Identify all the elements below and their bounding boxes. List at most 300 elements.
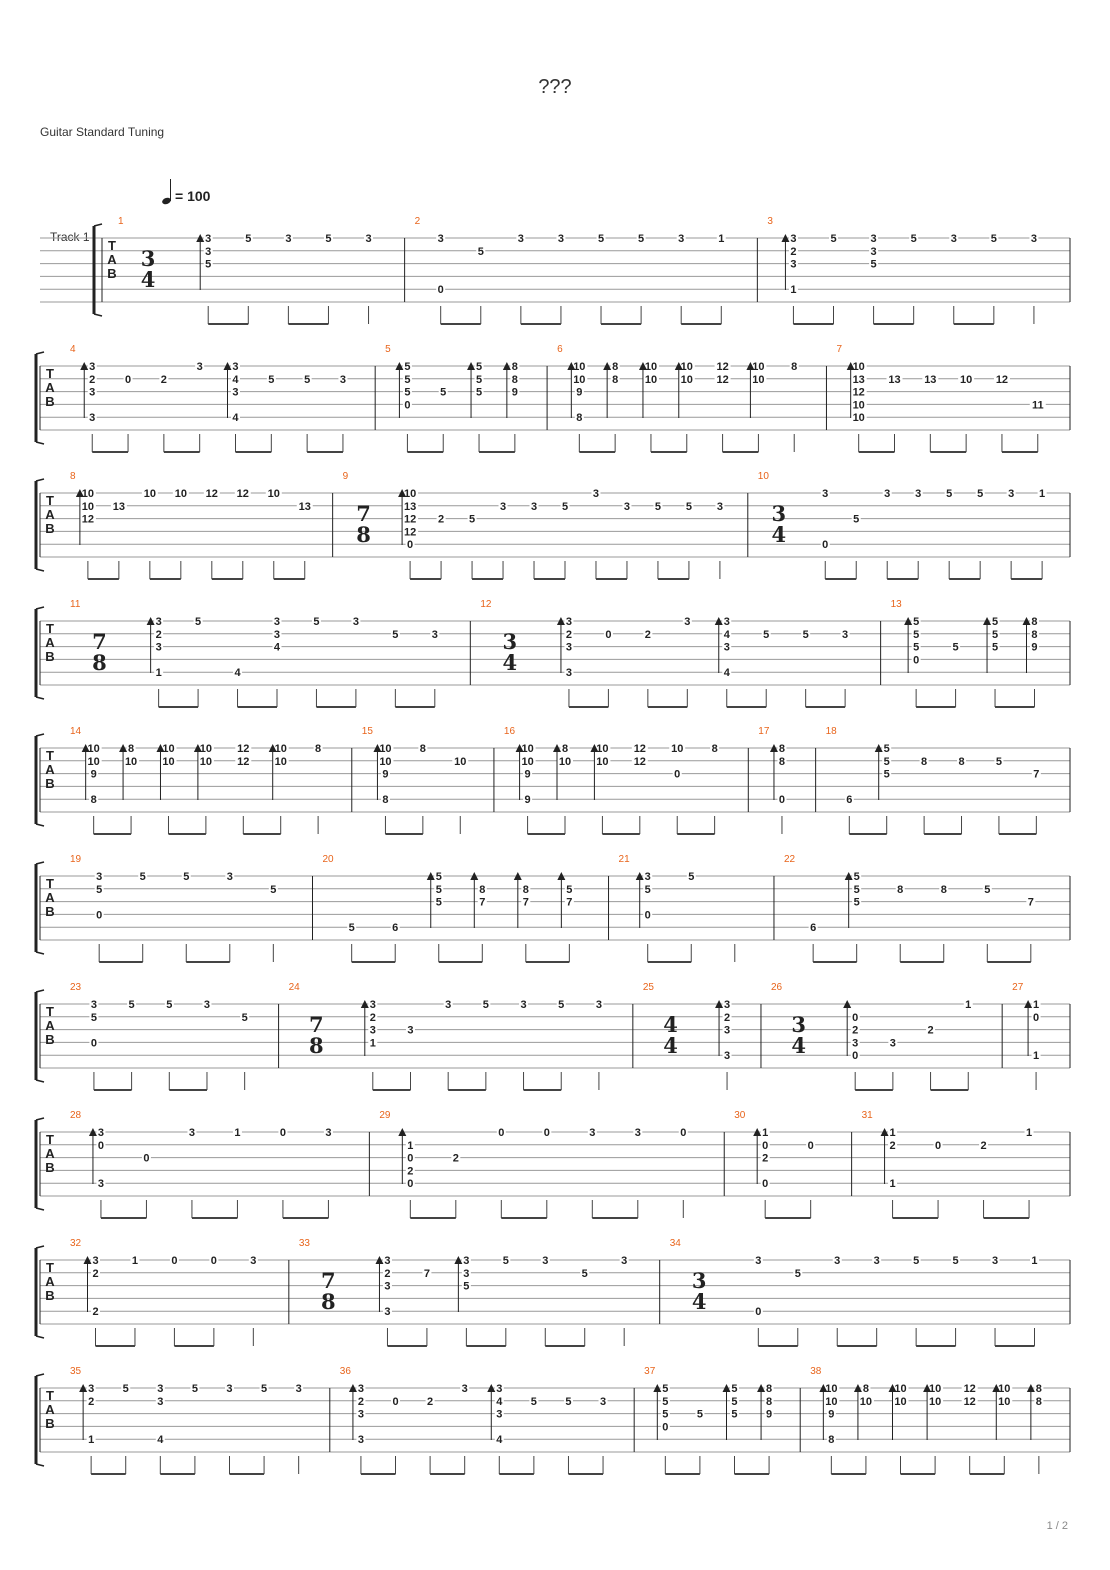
measure-number: 16	[503, 726, 516, 737]
time-signature-numerator: 3	[502, 629, 518, 654]
fret-number: 10	[124, 755, 138, 768]
fret-number: 5	[794, 1267, 801, 1280]
fret-number: 1	[1039, 488, 1046, 500]
fret-number: 5	[468, 513, 476, 526]
fret-number: 8	[778, 755, 786, 768]
fret-number: 1	[965, 999, 972, 1011]
fret-number: 9	[511, 386, 518, 399]
fret-number: 5	[565, 1395, 572, 1408]
fret-number: 10	[162, 755, 175, 768]
fret-number: 12	[963, 1383, 976, 1395]
fret-number: 2	[89, 373, 96, 386]
fret-number: 3	[155, 616, 162, 628]
measure-number: 30	[734, 1110, 746, 1121]
fret-number: 3	[565, 667, 573, 680]
fret-number: 10	[521, 743, 534, 755]
fret-number: 5	[482, 999, 489, 1011]
tab-clef-letter: T	[46, 1132, 54, 1147]
fret-number: 6	[392, 922, 399, 935]
fret-number: 3	[384, 1280, 391, 1293]
fret-number: 3	[365, 233, 372, 245]
fret-number: 5	[913, 641, 920, 654]
fret-number: 0	[662, 1421, 669, 1434]
fret-number: 8	[897, 883, 904, 896]
fret-number: 3	[97, 1127, 105, 1139]
fret-number: 0	[210, 1255, 217, 1267]
fret-number: 0	[543, 1127, 550, 1139]
fret-number: 5	[502, 1255, 509, 1267]
fret-number: 0	[407, 539, 414, 552]
fret-number: 1	[762, 1127, 769, 1139]
fret-number: 5	[991, 628, 999, 641]
fret-number: 3	[790, 233, 797, 245]
fret-number: 5	[530, 1395, 537, 1408]
fret-number: 2	[980, 1139, 987, 1152]
tab-clef-letter: T	[46, 1260, 54, 1275]
fret-number: 2	[160, 373, 167, 386]
fret-number: 10	[894, 1395, 907, 1408]
time-signature-numerator: 3	[691, 1268, 707, 1293]
system-bracket	[36, 734, 44, 736]
fret-number: 3	[842, 628, 849, 641]
time-signature-numerator: 7	[356, 501, 371, 526]
fret-number: 5	[731, 1383, 738, 1395]
fret-number: 3	[92, 1255, 99, 1267]
measure-number: 27	[1012, 982, 1024, 993]
fret-number: 1	[407, 1139, 414, 1152]
fret-number: 3	[90, 999, 97, 1011]
fret-number: 3	[852, 1037, 859, 1050]
fret-number: 8	[958, 755, 965, 768]
tab-clef-letter: T	[46, 621, 54, 636]
fret-number: 1	[234, 1127, 241, 1139]
fret-number: 5	[475, 373, 483, 386]
fret-number: 3	[834, 1255, 841, 1267]
fret-number: 2	[357, 1395, 364, 1408]
measure-number: 25	[642, 982, 654, 993]
fret-number: 5	[475, 386, 483, 399]
fret-number: 12	[852, 386, 865, 399]
system-bracket	[36, 569, 44, 571]
fret-number: 3	[678, 233, 685, 245]
time-signature-numerator: 3	[140, 246, 156, 271]
fret-number: 5	[348, 922, 355, 935]
tab-clef-letter: B	[45, 521, 55, 536]
fret-number: 3	[445, 999, 452, 1011]
fret-number: 10	[81, 488, 95, 500]
fret-number: 5	[991, 641, 999, 654]
system-bracket	[36, 1464, 44, 1466]
time-signature-numerator: 3	[791, 1012, 806, 1037]
measure-number: 31	[861, 1110, 873, 1121]
fret-number: 3	[565, 641, 573, 654]
fret-number: 3	[232, 361, 239, 373]
fret-number: 3	[723, 641, 730, 654]
fret-number: 2	[155, 628, 162, 641]
fret-number: 5	[122, 1383, 129, 1395]
page-number: 1 / 2	[1046, 1520, 1068, 1532]
fret-number: 12	[237, 743, 250, 755]
fret-number: 3	[188, 1127, 195, 1139]
fret-number: 12	[236, 488, 249, 500]
tab-clef-letter: A	[45, 1274, 55, 1289]
fret-number: 0	[935, 1139, 942, 1152]
fret-number: 5	[654, 500, 662, 513]
fret-number: 1	[88, 1434, 95, 1447]
fret-number: 2	[92, 1306, 99, 1319]
fret-number: 1	[1033, 999, 1040, 1011]
system-bracket	[36, 607, 44, 609]
tab-clef-letter: A	[45, 380, 55, 395]
fret-number: 12	[403, 526, 417, 539]
fret-number: 10	[143, 488, 156, 500]
fret-number: 3	[97, 1178, 105, 1191]
song-title: ???	[538, 76, 572, 98]
fret-number: 2	[452, 1152, 459, 1165]
fret-number: 12	[81, 513, 95, 526]
fret-number: 5	[205, 258, 212, 271]
fret-number: 5	[581, 1267, 588, 1280]
measure-number: 38	[810, 1366, 822, 1377]
fret-number: 5	[183, 871, 190, 883]
fret-number: 3	[599, 1395, 607, 1408]
fret-number: 10	[199, 755, 213, 768]
fret-number: 10	[852, 361, 865, 373]
tab-clef-letter: T	[46, 493, 54, 508]
system-bracket	[36, 352, 44, 354]
system-bracket	[94, 224, 102, 226]
fret-number: 8	[128, 743, 135, 755]
fret-number: 3	[755, 1255, 762, 1267]
fret-number: 5	[830, 233, 837, 245]
fret-number: 0	[605, 628, 612, 641]
fret-number: 3	[565, 616, 573, 628]
fret-number: 5	[270, 883, 277, 896]
fret-number: 10	[274, 743, 287, 755]
measure-number: 36	[339, 1366, 351, 1377]
fret-number: 5	[435, 871, 442, 883]
measure-number: 2	[414, 216, 421, 227]
tab-clef-letter: B	[45, 649, 55, 664]
tab-clef-letter: B	[45, 904, 55, 919]
system-bracket	[36, 1080, 44, 1082]
measure-number: 23	[70, 982, 82, 993]
fret-number: 3	[873, 1255, 880, 1267]
fret-number: 3	[723, 616, 730, 628]
fret-number: 3	[684, 616, 691, 628]
measure-number: 24	[288, 982, 300, 993]
fret-number: 3	[557, 233, 565, 245]
tab-clef-letter: A	[45, 1402, 55, 1417]
measure-number: 28	[70, 1110, 82, 1121]
measure-number: 6	[557, 344, 563, 355]
fret-number: 0	[762, 1178, 769, 1191]
fret-number: 5	[304, 373, 311, 386]
fret-number: 8	[90, 794, 97, 807]
fret-number: 10	[174, 488, 187, 500]
fret-number: 10	[680, 361, 693, 373]
fret-number: 2	[92, 1267, 99, 1280]
fret-number: 5	[166, 999, 173, 1011]
measure-number: 3	[767, 216, 773, 227]
fret-number: 2	[889, 1139, 896, 1152]
fret-number: 3	[889, 1037, 896, 1050]
fret-number: 8	[940, 883, 947, 896]
measure-number: 9	[342, 471, 349, 482]
fret-number: 10	[379, 755, 392, 768]
fret-number: 4	[157, 1434, 164, 1447]
fret-number: 9	[382, 768, 389, 781]
fret-number: 3	[542, 1255, 549, 1267]
fret-number: 3	[520, 999, 527, 1011]
fret-number: 10	[852, 412, 865, 425]
fret-number: 5	[241, 1011, 248, 1024]
fret-number: 0	[97, 1139, 105, 1152]
fret-number: 0	[407, 1178, 414, 1191]
measure-number: 21	[618, 854, 630, 865]
fret-number: 5	[662, 1395, 669, 1408]
fret-number: 10	[81, 500, 95, 513]
system-bracket	[36, 1336, 44, 1338]
fret-number: 5	[685, 500, 692, 513]
measure-number: 32	[70, 1238, 82, 1249]
fret-number: 10	[928, 1383, 942, 1395]
fret-number: 5	[696, 1408, 703, 1421]
fret-number: 5	[404, 386, 411, 399]
fret-number: 3	[1030, 233, 1037, 245]
fret-number: 3	[723, 1024, 731, 1037]
fret-number: 8	[828, 1434, 835, 1447]
tab-clef-letter: A	[45, 635, 55, 650]
fret-number: 12	[716, 361, 729, 373]
fret-number: 7	[522, 896, 529, 909]
fret-number: 1	[1033, 1050, 1040, 1063]
fret-number: 5	[688, 871, 695, 883]
fret-number: 10	[998, 1395, 1011, 1408]
fret-number: 2	[644, 628, 651, 641]
fret-number: 5	[870, 258, 877, 271]
tab-clef-letter: T	[46, 1388, 54, 1403]
fret-number: 5	[763, 628, 770, 641]
fret-number: 5	[128, 999, 135, 1011]
time-signature-numerator: 4	[663, 1012, 678, 1037]
fret-number: 5	[952, 641, 959, 654]
fret-number: 5	[883, 743, 890, 755]
fret-number: 12	[633, 743, 646, 755]
fret-number: 10	[274, 755, 287, 768]
fret-number: 2	[927, 1024, 934, 1037]
fret-number: 5	[566, 883, 573, 896]
fret-number: 5	[662, 1383, 669, 1395]
tab-clef-letter: B	[45, 1416, 55, 1431]
fret-number: 12	[205, 488, 218, 500]
fret-number: 10	[644, 361, 658, 373]
measure-number: 19	[70, 854, 82, 865]
fret-number: 10	[267, 488, 280, 500]
fret-number: 3	[89, 412, 96, 425]
fret-number: 10	[928, 1395, 942, 1408]
fret-number: 4	[232, 373, 239, 386]
fret-number: 0	[392, 1395, 399, 1408]
fret-number: 13	[924, 373, 937, 386]
time-signature-numerator: 7	[92, 629, 107, 654]
measure-number: 12	[480, 599, 492, 610]
fret-number: 3	[991, 1255, 999, 1267]
fret-number: 8	[576, 412, 583, 425]
fret-number: 2	[565, 628, 573, 641]
fret-number: 10	[199, 743, 213, 755]
tempo-value: = 100	[175, 188, 211, 204]
fret-number: 10	[671, 743, 684, 755]
fret-number: 3	[96, 871, 103, 883]
fret-number: 3	[517, 233, 524, 245]
measure-number: 37	[644, 1366, 656, 1377]
fret-number: 5	[946, 488, 953, 500]
fret-number: 0	[404, 399, 411, 412]
tab-clef-letter: B	[45, 1032, 55, 1047]
fret-number: 5	[990, 233, 997, 245]
time-signature-denominator: 4	[140, 267, 156, 292]
measure-number: 18	[825, 726, 837, 737]
tab-clef-letter: B	[45, 776, 55, 791]
fret-number: 3	[870, 245, 877, 258]
tab-clef-letter: A	[107, 252, 117, 267]
fret-number: 3	[437, 233, 444, 245]
fret-number: 0	[913, 654, 920, 667]
fret-number: 3	[88, 1383, 95, 1395]
fret-number: 5	[991, 616, 999, 628]
fret-number: 3	[644, 871, 651, 883]
fret-number: 5	[435, 896, 442, 909]
fret-number: 10	[752, 373, 765, 386]
system-bracket	[94, 314, 102, 316]
system-bracket	[36, 862, 44, 864]
fret-number: 10	[573, 361, 586, 373]
fret-number: 3	[723, 999, 731, 1011]
fret-number: 8	[612, 361, 619, 373]
system-bracket	[36, 1208, 44, 1210]
tab-clef-letter: A	[45, 507, 55, 522]
fret-number: 8	[561, 743, 569, 755]
system-bracket	[36, 1246, 44, 1248]
measure-number: 22	[783, 854, 796, 865]
fret-number: 10	[752, 361, 765, 373]
fret-number: 5	[313, 616, 320, 628]
fret-number: 3	[157, 1383, 164, 1395]
fret-number: 3	[203, 999, 211, 1011]
fret-number: 5	[392, 628, 399, 641]
measure-number: 13	[890, 599, 902, 610]
fret-number: 7	[479, 896, 486, 909]
fret-number: 9	[90, 768, 97, 781]
fret-number: 5	[191, 1383, 198, 1395]
system-bracket	[36, 479, 44, 481]
fret-number: 13	[112, 500, 125, 513]
fret-number: 5	[731, 1408, 738, 1421]
fret-number: 2	[427, 1395, 434, 1408]
fret-number: 10	[596, 743, 609, 755]
system-bracket	[36, 824, 44, 826]
fret-number: 3	[273, 628, 281, 641]
tuning-label: Guitar Standard Tuning	[40, 125, 165, 139]
fret-number: 10	[825, 1383, 838, 1395]
fret-number: 5	[475, 361, 483, 373]
tab-clef-letter: T	[108, 238, 116, 253]
fret-number: 4	[723, 628, 730, 641]
fret-number: 4	[232, 412, 239, 425]
fret-number: 3	[592, 488, 600, 500]
fret-number: 8	[479, 883, 486, 896]
fret-number: 12	[995, 373, 1009, 386]
fret-number: 9	[524, 794, 531, 807]
fret-number: 5	[883, 768, 890, 781]
fret-number: 2	[384, 1267, 391, 1280]
fret-number: 3	[461, 1383, 468, 1395]
fret-number: 3	[357, 1383, 364, 1395]
fret-number: 1	[889, 1127, 896, 1139]
fret-number: 3	[431, 628, 438, 641]
fret-number: 10	[558, 755, 572, 768]
fret-number: 5	[638, 233, 645, 245]
fret-number: 3	[530, 500, 538, 513]
fret-number: 5	[952, 1255, 959, 1267]
fret-number: 0	[1033, 1011, 1040, 1024]
fret-number: 3	[357, 1408, 364, 1421]
fret-number: 5	[195, 616, 202, 628]
fret-number: 0	[124, 373, 132, 386]
fret-number: 10	[596, 755, 609, 768]
system-bracket	[36, 697, 44, 699]
fret-number: 3	[250, 1255, 257, 1267]
fret-number: 0	[644, 909, 651, 922]
fret-number: 5	[404, 373, 411, 386]
fret-number: 5	[404, 361, 411, 373]
fret-number: 3	[295, 1383, 302, 1395]
fret-number: 3	[950, 233, 957, 245]
fret-number: 0	[407, 1152, 414, 1165]
fret-number: 3	[157, 1395, 164, 1408]
time-signature-denominator: 4	[771, 522, 787, 547]
fret-number: 3	[196, 361, 203, 373]
fret-number: 0	[778, 794, 786, 807]
fret-number: 3	[870, 233, 877, 245]
fret-number: 3	[1008, 488, 1015, 500]
fret-number: 0	[279, 1127, 286, 1139]
fret-number: 12	[963, 1395, 976, 1408]
measure-number: 15	[361, 726, 373, 737]
system-bracket	[36, 442, 44, 444]
fret-number: 2	[88, 1395, 95, 1408]
fret-number: 3	[723, 1050, 731, 1063]
fret-number: 10	[960, 373, 973, 386]
fret-number: 3	[339, 373, 347, 386]
fret-number: 12	[633, 755, 646, 768]
fret-number: 8	[522, 883, 529, 896]
system-bracket	[36, 952, 44, 954]
fret-number: 8	[778, 743, 786, 755]
fret-number: 0	[852, 1050, 859, 1063]
fret-number: 3	[496, 1408, 503, 1421]
fret-number: 5	[995, 755, 1002, 768]
fret-number: 3	[463, 1267, 470, 1280]
tab-clef-letter: A	[45, 1146, 55, 1161]
fret-number: 5	[268, 373, 275, 386]
fret-number: 3	[226, 1383, 233, 1395]
time-signature-numerator: 7	[320, 1268, 336, 1293]
fret-number: 0	[143, 1152, 150, 1165]
fret-number: 0	[90, 1037, 97, 1050]
fret-number: 8	[1035, 1383, 1042, 1395]
